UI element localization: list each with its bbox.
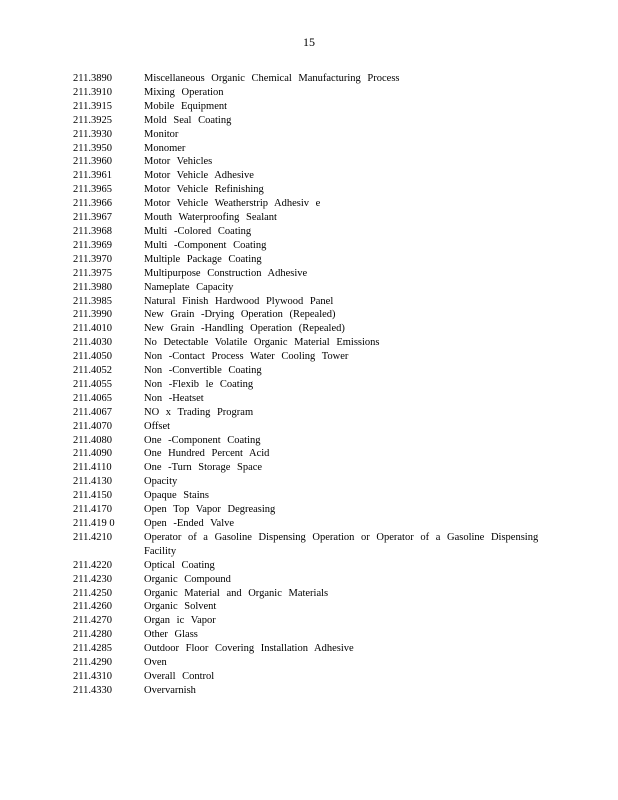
- term-title: Motor Vehicle Adhesive: [144, 170, 254, 182]
- section-number: 211.3960: [73, 156, 112, 168]
- section-number: 211.3930: [73, 128, 112, 140]
- term-title: Nameplate Capacity: [144, 281, 234, 293]
- term-title: Monomer: [144, 142, 186, 154]
- list-item: [73, 461, 553, 475]
- section-number: 211.4070: [73, 420, 112, 432]
- section-number: 211.4080: [73, 434, 112, 446]
- term-title: Miscellaneous Organic Chemical Manufacturing Process: [144, 73, 400, 84]
- section-number: 211.4050: [73, 351, 112, 363]
- page-number: 15: [303, 35, 315, 49]
- list-item: [73, 308, 553, 322]
- list-item: [73, 267, 553, 281]
- term-title: Multi -Colored Coating: [144, 225, 252, 237]
- list-item: [73, 86, 553, 100]
- section-number: 211.4210: [73, 531, 112, 543]
- list-item: [73, 350, 553, 364]
- section-number: 211.4052: [73, 365, 112, 377]
- section-number: 211.4030: [73, 337, 112, 349]
- list-item: [73, 587, 553, 601]
- section-number: 211.4330: [73, 684, 112, 696]
- list-item: [73, 670, 553, 684]
- term-title: Other Glass: [144, 629, 198, 641]
- term-title: Natural Finish Hardwood Plywood Panel: [144, 295, 334, 307]
- definitions-list: [73, 72, 553, 698]
- section-number: 211.4090: [73, 448, 112, 460]
- list-item: [73, 656, 553, 670]
- section-number: 211.4285: [73, 643, 112, 655]
- list-item: [73, 628, 553, 642]
- section-number: 211.4310: [73, 670, 112, 682]
- section-number: 211.4280: [73, 629, 112, 641]
- term-title: Oven: [144, 657, 167, 669]
- list-item: [73, 72, 553, 86]
- list-item: [73, 573, 553, 587]
- list-item: [73, 295, 553, 309]
- section-number: 211.4010: [73, 323, 112, 335]
- section-number: 211.3967: [73, 212, 112, 224]
- list-item: [73, 155, 553, 169]
- list-item: [73, 489, 553, 503]
- section-number: 211.3965: [73, 184, 112, 196]
- list-item: [73, 420, 553, 434]
- term-title: Mixing Operation: [144, 86, 224, 98]
- section-number: 211.419 0: [73, 518, 115, 529]
- section-number: 211.3890: [73, 73, 112, 84]
- term-title: Operator of a Gasoline Dispensing Operation or Operator of a Gasoline Dispensing Facility: [144, 531, 539, 557]
- section-number: 211.3969: [73, 239, 112, 251]
- term-title: Open -Ended Valve: [144, 518, 235, 529]
- term-title: Motor Vehicles: [144, 156, 213, 168]
- term-title: Organic Solvent: [144, 601, 217, 613]
- term-title: Motor Vehicle Refinishing: [144, 184, 264, 196]
- list-item: [73, 600, 553, 614]
- section-number: 211.4270: [73, 615, 112, 627]
- term-title: Organic Compound: [144, 573, 231, 585]
- list-item: [73, 128, 553, 142]
- list-item: [73, 406, 553, 420]
- term-title: Outdoor Floor Covering Installation Adhesive: [144, 643, 354, 655]
- term-title: Monitor: [144, 128, 179, 140]
- list-item: [73, 378, 553, 392]
- list-item: [73, 239, 553, 253]
- list-item: [73, 684, 553, 698]
- term-title: Offset: [144, 420, 171, 432]
- section-number: 211.4130: [73, 476, 112, 488]
- section-number: 211.4170: [73, 504, 112, 516]
- list-item: [73, 517, 553, 531]
- section-number: 211.4110: [73, 462, 112, 474]
- term-title: No Detectable Volatile Organic Material Emissions: [144, 337, 380, 349]
- list-item: [73, 364, 553, 378]
- list-item: [73, 434, 553, 448]
- section-number: 211.4250: [73, 587, 112, 599]
- section-number: 211.4230: [73, 573, 112, 585]
- list-item: [73, 183, 553, 197]
- list-item: [73, 281, 553, 295]
- list-item: [73, 211, 553, 225]
- list-item: [73, 642, 553, 656]
- list-item: [73, 336, 553, 350]
- term-title: New Grain -Drying Operation (Repealed): [144, 309, 336, 321]
- term-title: Motor Vehicle Weatherstrip Adhesiv e: [144, 198, 321, 210]
- section-number: 211.3915: [73, 100, 112, 112]
- term-title: Opaque Stains: [144, 490, 209, 502]
- term-title: Mold Seal Coating: [144, 114, 232, 126]
- list-item: [73, 142, 553, 156]
- section-number: 211.4067: [73, 406, 112, 418]
- list-item: [73, 197, 553, 211]
- term-title: Multipurpose Construction Adhesive: [144, 267, 308, 279]
- term-title: One -Turn Storage Space: [144, 462, 263, 474]
- term-title: Non -Flexib le Coating: [144, 378, 254, 390]
- term-title: Organic Material and Organic Materials: [144, 587, 329, 599]
- term-title: Mobile Equipment: [144, 100, 228, 112]
- term-title: Organ ic Vapor: [144, 615, 216, 627]
- section-number: 211.3985: [73, 295, 112, 307]
- term-title: Optical Coating: [144, 559, 215, 571]
- list-item: [73, 503, 553, 517]
- term-title: Overall Control: [144, 670, 215, 682]
- section-number: 211.3990: [73, 309, 112, 321]
- list-item: [73, 169, 553, 183]
- list-item: [73, 322, 553, 336]
- list-item: [73, 475, 553, 489]
- section-number: 211.4290: [73, 657, 112, 669]
- section-number: 211.3925: [73, 114, 112, 126]
- list-item: [73, 100, 553, 114]
- section-number: 211.3910: [73, 86, 112, 98]
- section-number: 211.4260: [73, 601, 112, 613]
- term-title: Overvarnish: [144, 684, 196, 696]
- list-item: [73, 253, 553, 267]
- section-number: 211.3970: [73, 253, 112, 265]
- section-number: 211.4220: [73, 559, 112, 571]
- term-title: Non -Convertible Coating: [144, 365, 262, 377]
- term-title: One -Component Coating: [144, 434, 261, 446]
- list-item: [73, 225, 553, 239]
- term-title: New Grain -Handling Operation (Repealed): [144, 323, 345, 335]
- section-number: 211.3961: [73, 170, 112, 182]
- list-item: [73, 447, 553, 461]
- list-item: [73, 614, 553, 628]
- term-title: Multiple Package Coating: [144, 253, 262, 265]
- section-number: 211.4150: [73, 490, 112, 502]
- term-title: Opacity: [144, 476, 178, 488]
- term-title: NO x Trading Program: [144, 406, 254, 418]
- section-number: 211.4065: [73, 392, 112, 404]
- section-number: 211.4055: [73, 378, 112, 390]
- list-item: [73, 531, 553, 559]
- section-number: 211.3950: [73, 142, 112, 154]
- section-number: 211.3966: [73, 198, 112, 210]
- term-title: Non -Contact Process Water Cooling Tower: [144, 351, 349, 363]
- list-item: [73, 392, 553, 406]
- section-number: 211.3980: [73, 281, 112, 293]
- term-title: Non -Heatset: [144, 392, 204, 404]
- term-title: Open Top Vapor Degreasing: [144, 504, 276, 516]
- term-title: Multi -Component Coating: [144, 239, 267, 251]
- list-item: [73, 114, 553, 128]
- term-title: One Hundred Percent Acid: [144, 448, 270, 460]
- list-item: [73, 559, 553, 573]
- term-title: Mouth Waterproofing Sealant: [144, 212, 277, 224]
- section-number: 211.3968: [73, 225, 112, 237]
- section-number: 211.3975: [73, 267, 112, 279]
